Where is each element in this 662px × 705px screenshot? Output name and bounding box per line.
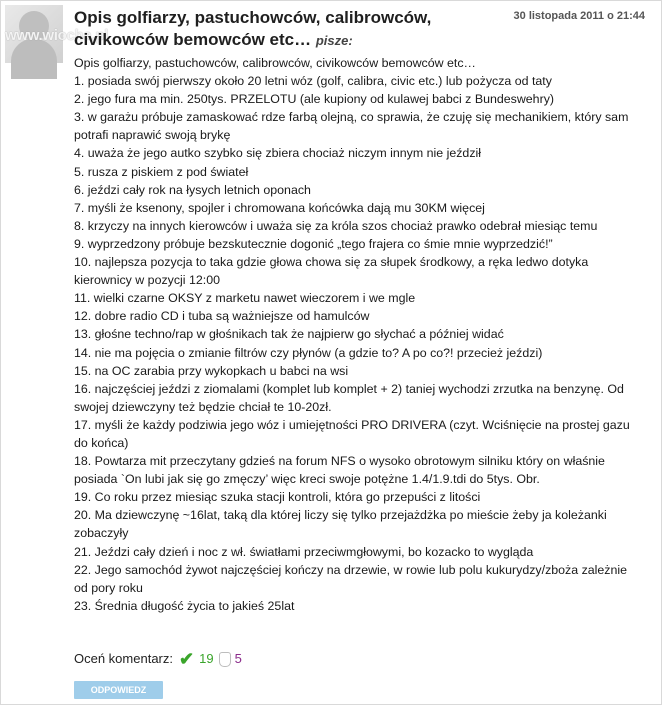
author-suffix: pisze: [315, 33, 353, 48]
comment-line: 23. Średnia długość życia to jakieś 25lat [74, 598, 295, 613]
comment-header [74, 7, 484, 52]
comment-line: 17. myśli że każdy podziwia jego wóz i umiejętności PRO DRIVERA (czyt. Wciśnięcie na prostej gazu do końca) [74, 417, 630, 450]
comment-author[interactable]: Opis golfiarzy, pastuchowców, calibrowców, civikowców bemowców etc… [74, 8, 432, 49]
comment-line: 11. wielki czarne OKSY z marketu nawet wieczorem i we mgle [74, 291, 416, 306]
comment-line: 10. najlepsza pozycja to taka gdzie głowa chowa się za słupek środkowy, a ręka ledwo dotyka kierownicy w pozycji 12:00 [74, 255, 589, 288]
comment-line: 2. jego fura ma min. 250tys. PRZELOTU (ale kupiony od kulawej babci z Bundeswehry) [74, 92, 555, 107]
negative-votes: 5 [234, 651, 242, 666]
comment-date: 30 listopada 2011 o 21:44 [513, 10, 645, 22]
comment-line: 5. rusza z piskiem z pod świateł [74, 164, 249, 179]
avatar[interactable] [5, 5, 109, 63]
positive-votes: 19 [199, 651, 214, 666]
comment-line: 1. posiada swój pierwszy około 20 letni wóz (golf, calibra, civic etc.) lub pożycza od taty [74, 74, 552, 89]
comment-line: 15. na OC zarabia przy wykopkach u babci na wsi [74, 363, 349, 378]
comment-line: 9. wyprzedzony próbuje bezskutecznie dogonić „tego frajera co śmie mnie wyprzedzić!” [74, 236, 553, 251]
comment-line: 18. Powtarza mit przeczytany gdzieś na forum NFS o wysoko obrotowym silniku który on właśnie posiada `On lubi jak się go zmęczy’ więc kreci swoje potężne 1.4/1.9.tdi do 5tys. Obr. [74, 454, 605, 487]
comment-line: 19. Co roku przez miesiąc szuka stacji kontroli, która go przepuści z litości [74, 490, 481, 505]
comment-line: 7. myśli że ksenony, spojler i chromowana końcówka dają mu 30KM więcej [74, 200, 485, 215]
reply-button[interactable]: ODPOWIEDZ [74, 681, 163, 699]
comment-line: 20. Ma dziewczynę ~16lat, taką dla której liczy się tylko przejażdżka po mieście żeby ja koleżanki zobaczyły [74, 508, 607, 541]
comment-line: 6. jeździ cały rok na łysych letnich oponach [74, 182, 311, 197]
comment-body [74, 54, 639, 615]
comment-line: 16. najczęściej jeździ z ziomalami (komplet lub komplet + 2) taniej wychodzi zrzutka na benzynę. Od swojej dziewczyny też będzie chciał te 10-20zł. [74, 381, 624, 414]
rating-label: Oceń komentarz: [74, 651, 173, 666]
comment-line: 12. dobre radio CD i tuba są ważniejsze od hamulców [74, 309, 370, 324]
rating-bar [74, 648, 242, 669]
watermark: www.wiocha.pl [5, 27, 109, 44]
thumb-down-icon[interactable] [219, 652, 231, 667]
comment-line: 13. głośne techno/rap w głośnikach tak że najpierw go słychać a później widać [74, 327, 504, 342]
comment-line: 14. nie ma pojęcia o zmianie filtrów czy płynów (a gdzie to? A po co?! przecież jeździ) [74, 345, 543, 360]
comment-line: 22. Jego samochód żywot najczęściej kończy na drzewie, w rowie lub polu kukurydzy/zboża zależnie od pory roku [74, 562, 628, 595]
comment-line: 4. uważa że jego autko szybko się zbiera chociaż niczym innym nie jeździł [74, 146, 482, 161]
comment-line: 8. krzyczy na innych kierowców i uważa się za króla szos chociaż prawko odebrał miesiąc temu [74, 218, 598, 233]
comment-line: Opis golfiarzy, pastuchowców, calibrowców, civikowców bemowców etc… [74, 56, 476, 70]
comment-line: 3. w garażu próbuje zamaskować rdze farbą olejną, co sprawia, że czuję się mechanikiem, który sam potrafi naprawić swoją brykę [74, 110, 629, 143]
check-icon[interactable]: ✔ [179, 648, 195, 669]
comment-line: 21. Jeździ cały dzień i noc z wł. światłami przeciwmgłowymi, bo kozacko to wygląda [74, 544, 534, 559]
avatar-body-shape [11, 39, 57, 79]
